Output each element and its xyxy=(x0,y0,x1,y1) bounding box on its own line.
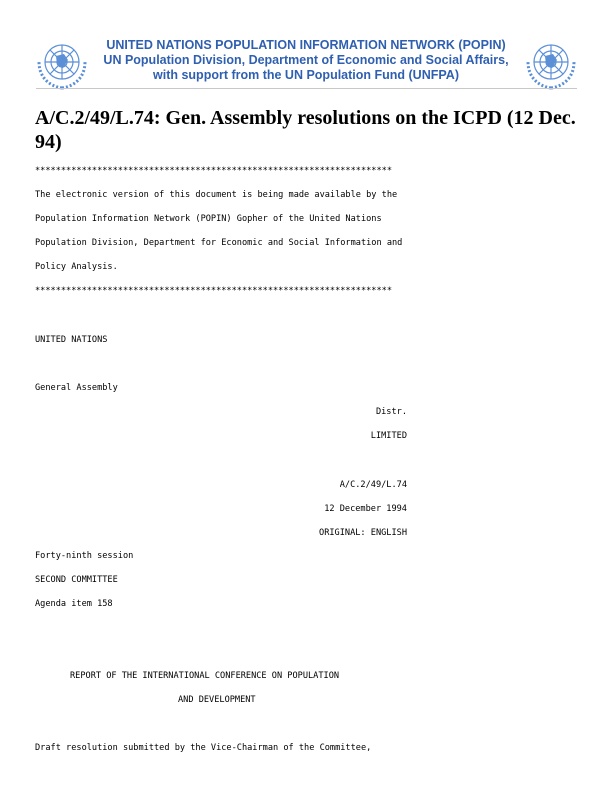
report-title-line-1: REPORT OF THE INTERNATIONAL CONFERENCE ON POPULATION xyxy=(70,671,340,681)
report-title-line-2: AND DEVELOPMENT xyxy=(178,695,256,705)
header-line-2: UN Population Division, Department of Economic and Social Affairs, xyxy=(103,53,509,68)
intro-line-2: Population Information Network (POPIN) Gopher of the United Nations xyxy=(35,214,382,224)
original-language: ORIGINAL: ENGLISH xyxy=(319,528,407,538)
intro-line-3: Population Division, Department for Economic and Social Information and xyxy=(35,238,403,248)
header-divider xyxy=(36,88,577,89)
org-name: UNITED NATIONS xyxy=(35,335,108,345)
header-line-1: UNITED NATIONS POPULATION INFORMATION NETWORK (POPIN) xyxy=(106,38,506,52)
stars-divider-bottom: ********************************************************************* xyxy=(35,286,392,296)
committee: SECOND COMMITTEE xyxy=(35,575,118,585)
page-header xyxy=(0,36,612,92)
document-date: 12 December 1994 xyxy=(324,504,407,514)
distribution-value: LIMITED xyxy=(370,431,407,441)
draft-resolution-line: Draft resolution submitted by the Vice-Chairman of the Committee, xyxy=(35,743,372,753)
session: Forty-ninth session xyxy=(35,551,134,561)
document-symbol: A/C.2/49/L.74 xyxy=(339,480,407,490)
un-emblem-icon xyxy=(36,38,88,90)
un-emblem-icon xyxy=(525,38,577,90)
agenda-item: Agenda item 158 xyxy=(35,599,113,609)
document-title: A/C.2/49/L.74: Gen. Assembly resolutions on the ICPD (12 Dec. 94) xyxy=(35,107,576,153)
intro-line-1: The electronic version of this document is being made available by the xyxy=(35,190,398,200)
header-text xyxy=(95,38,517,84)
stars-divider-top: ********************************************************************* xyxy=(35,166,392,176)
distribution-label: Distr. xyxy=(375,407,407,417)
body-name: General Assembly xyxy=(35,383,118,393)
intro-line-4: Policy Analysis. xyxy=(35,262,118,272)
header-line-3: with support from the UN Population Fund (UNFPA) xyxy=(153,68,459,83)
